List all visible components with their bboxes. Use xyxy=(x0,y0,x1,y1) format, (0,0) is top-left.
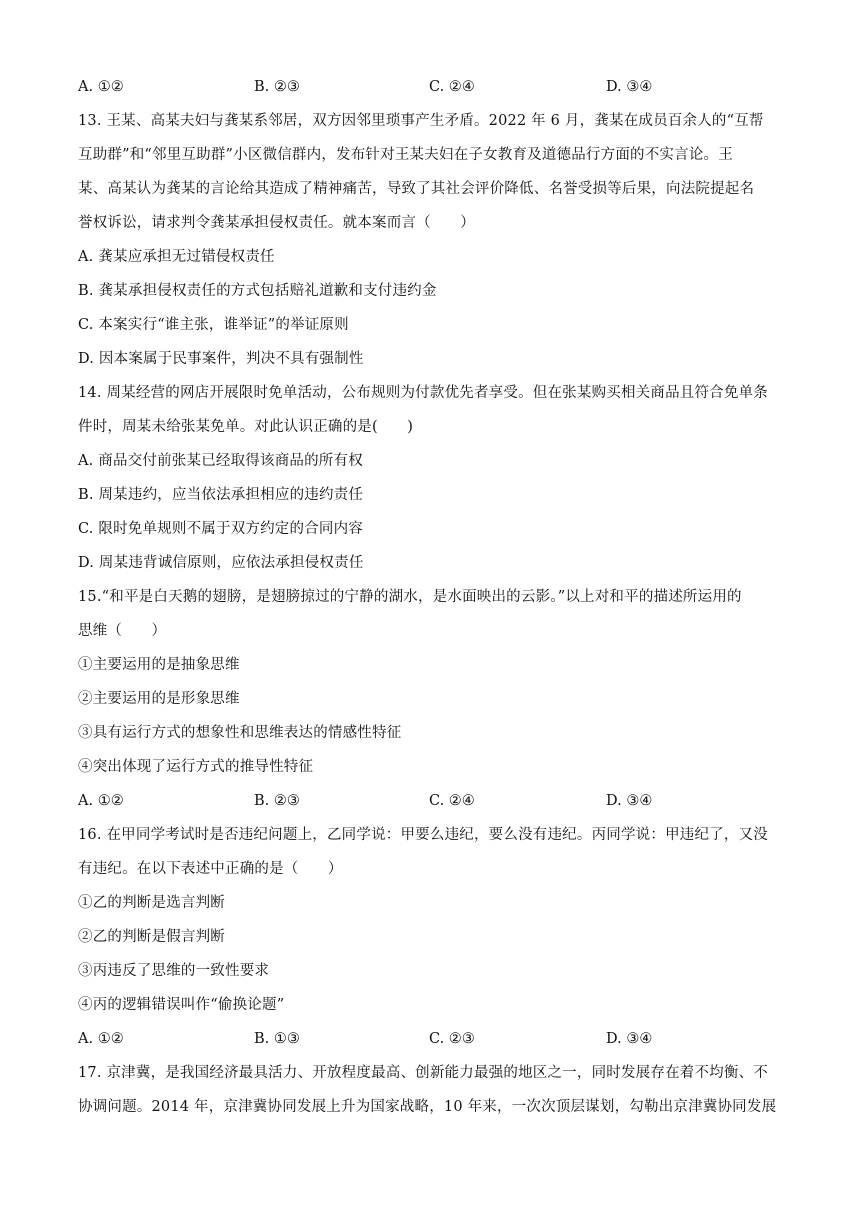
q16-options xyxy=(78,1022,786,1056)
q14-stem-line: 14. 周某经营的网店开展限时免单活动，公布规则为付款优先者享受。但在张某购买相关商品且符合免单条 xyxy=(78,385,768,401)
q15-stem-line: 思维（ ） xyxy=(78,623,167,639)
q16-option-b[interactable]: B. ①③ xyxy=(254,1031,300,1047)
q15-item-3: ③具有运行方式的想象性和思维表达的情感性特征 xyxy=(78,725,402,741)
q13-option-a[interactable]: A. 龚某应承担无过错侵权责任 xyxy=(78,249,275,265)
question-17 xyxy=(78,1056,786,1124)
q12-option-a[interactable]: A. ①② xyxy=(78,79,124,95)
q16-option-a[interactable]: A. ①② xyxy=(78,1031,124,1047)
q12-options xyxy=(78,70,786,104)
q14-option-c[interactable]: C. 限时免单规则不属于双方约定的合同内容 xyxy=(78,521,363,537)
exam-page xyxy=(78,70,786,1124)
question-13 xyxy=(78,104,786,376)
q12-option-d[interactable]: D. ③④ xyxy=(606,79,653,95)
q13-option-d[interactable]: D. 因本案属于民事案件，判决不具有强制性 xyxy=(78,351,364,367)
q15-option-d[interactable]: D. ③④ xyxy=(606,793,653,809)
q14-option-d[interactable]: D. 周某违背诚信原则，应依法承担侵权责任 xyxy=(78,555,364,571)
q14-option-b[interactable]: B. 周某违约，应当依法承担相应的违约责任 xyxy=(78,487,364,503)
question-14 xyxy=(78,376,786,580)
q15-options xyxy=(78,784,786,818)
q16-option-d[interactable]: D. ③④ xyxy=(606,1031,653,1047)
q15-stem-line: 15.“和平是白天鹅的翅膀，是翅膀掠过的宁静的湖水，是水面映出的云影。”以上对和平的描述所运用的 xyxy=(78,589,742,605)
q14-option-a[interactable]: A. 商品交付前张某已经取得该商品的所有权 xyxy=(78,453,363,469)
q16-stem-line: 16. 在甲同学考试时是否违纪问题上，乙同学说：甲要么违纪，要么没有违纪。丙同学说：甲违纪了，又没 xyxy=(78,827,768,843)
q12-option-b[interactable]: B. ②③ xyxy=(254,79,300,95)
q16-item-2: ②乙的判断是假言判断 xyxy=(78,929,225,945)
q16-item-3: ③丙违反了思维的一致性要求 xyxy=(78,963,270,979)
q13-option-b[interactable]: B. 龚某承担侵权责任的方式包括赔礼道歉和支付违约金 xyxy=(78,283,437,299)
q17-stem-line: 17. 京津冀，是我国经济最具活力、开放程度最高、创新能力最强的地区之一，同时发展存在着不均衡、不 xyxy=(78,1065,768,1081)
q16-stem-line: 有违纪。在以下表述中正确的是（ ） xyxy=(78,861,343,877)
q15-item-4: ④突出体现了运行方式的推导性特征 xyxy=(78,759,314,775)
q13-stem-line: 某、高某认为龚某的言论给其造成了精神痛苦，导致了其社会评价降低、名誉受损等后果，向法院提起名 xyxy=(78,181,755,197)
q13-option-c[interactable]: C. 本案实行“谁主张，谁举证”的举证原则 xyxy=(78,317,349,333)
question-15 xyxy=(78,580,786,818)
q16-item-1: ①乙的判断是选言判断 xyxy=(78,895,225,911)
q13-stem-line: 互助群”和“邻里互助群”小区微信群内，发布针对王某夫妇在子女教育及道德品行方面的不实言论。王 xyxy=(78,147,733,163)
q12-option-c[interactable]: C. ②④ xyxy=(429,79,475,95)
q13-stem-line: 誉权诉讼，请求判令龚某承担侵权责任。就本案而言（ ） xyxy=(78,215,475,231)
q15-item-1: ①主要运用的是抽象思维 xyxy=(78,657,240,673)
q15-option-c[interactable]: C. ②④ xyxy=(429,793,475,809)
q15-option-b[interactable]: B. ②③ xyxy=(254,793,300,809)
q16-item-4: ④丙的逻辑错误叫作“偷换论题” xyxy=(78,997,285,1013)
q17-stem-line: 协调问题。2014 年，京津冀协同发展上升为国家战略，10 年来，一次次顶层谋划，勾勒出京津冀协同发展 xyxy=(78,1099,777,1115)
question-16 xyxy=(78,818,786,1056)
q15-option-a[interactable]: A. ①② xyxy=(78,793,124,809)
q15-item-2: ②主要运用的是形象思维 xyxy=(78,691,240,707)
q14-stem-line: 件时，周某未给张某免单。对此认识正确的是( ) xyxy=(78,419,414,435)
q16-option-c[interactable]: C. ②③ xyxy=(429,1031,475,1047)
q13-stem-line: 13. 王某、高某夫妇与龚某系邻居，双方因邻里琐事产生矛盾。2022 年 6 月，龚某在成员百余人的“互帮 xyxy=(78,113,764,129)
